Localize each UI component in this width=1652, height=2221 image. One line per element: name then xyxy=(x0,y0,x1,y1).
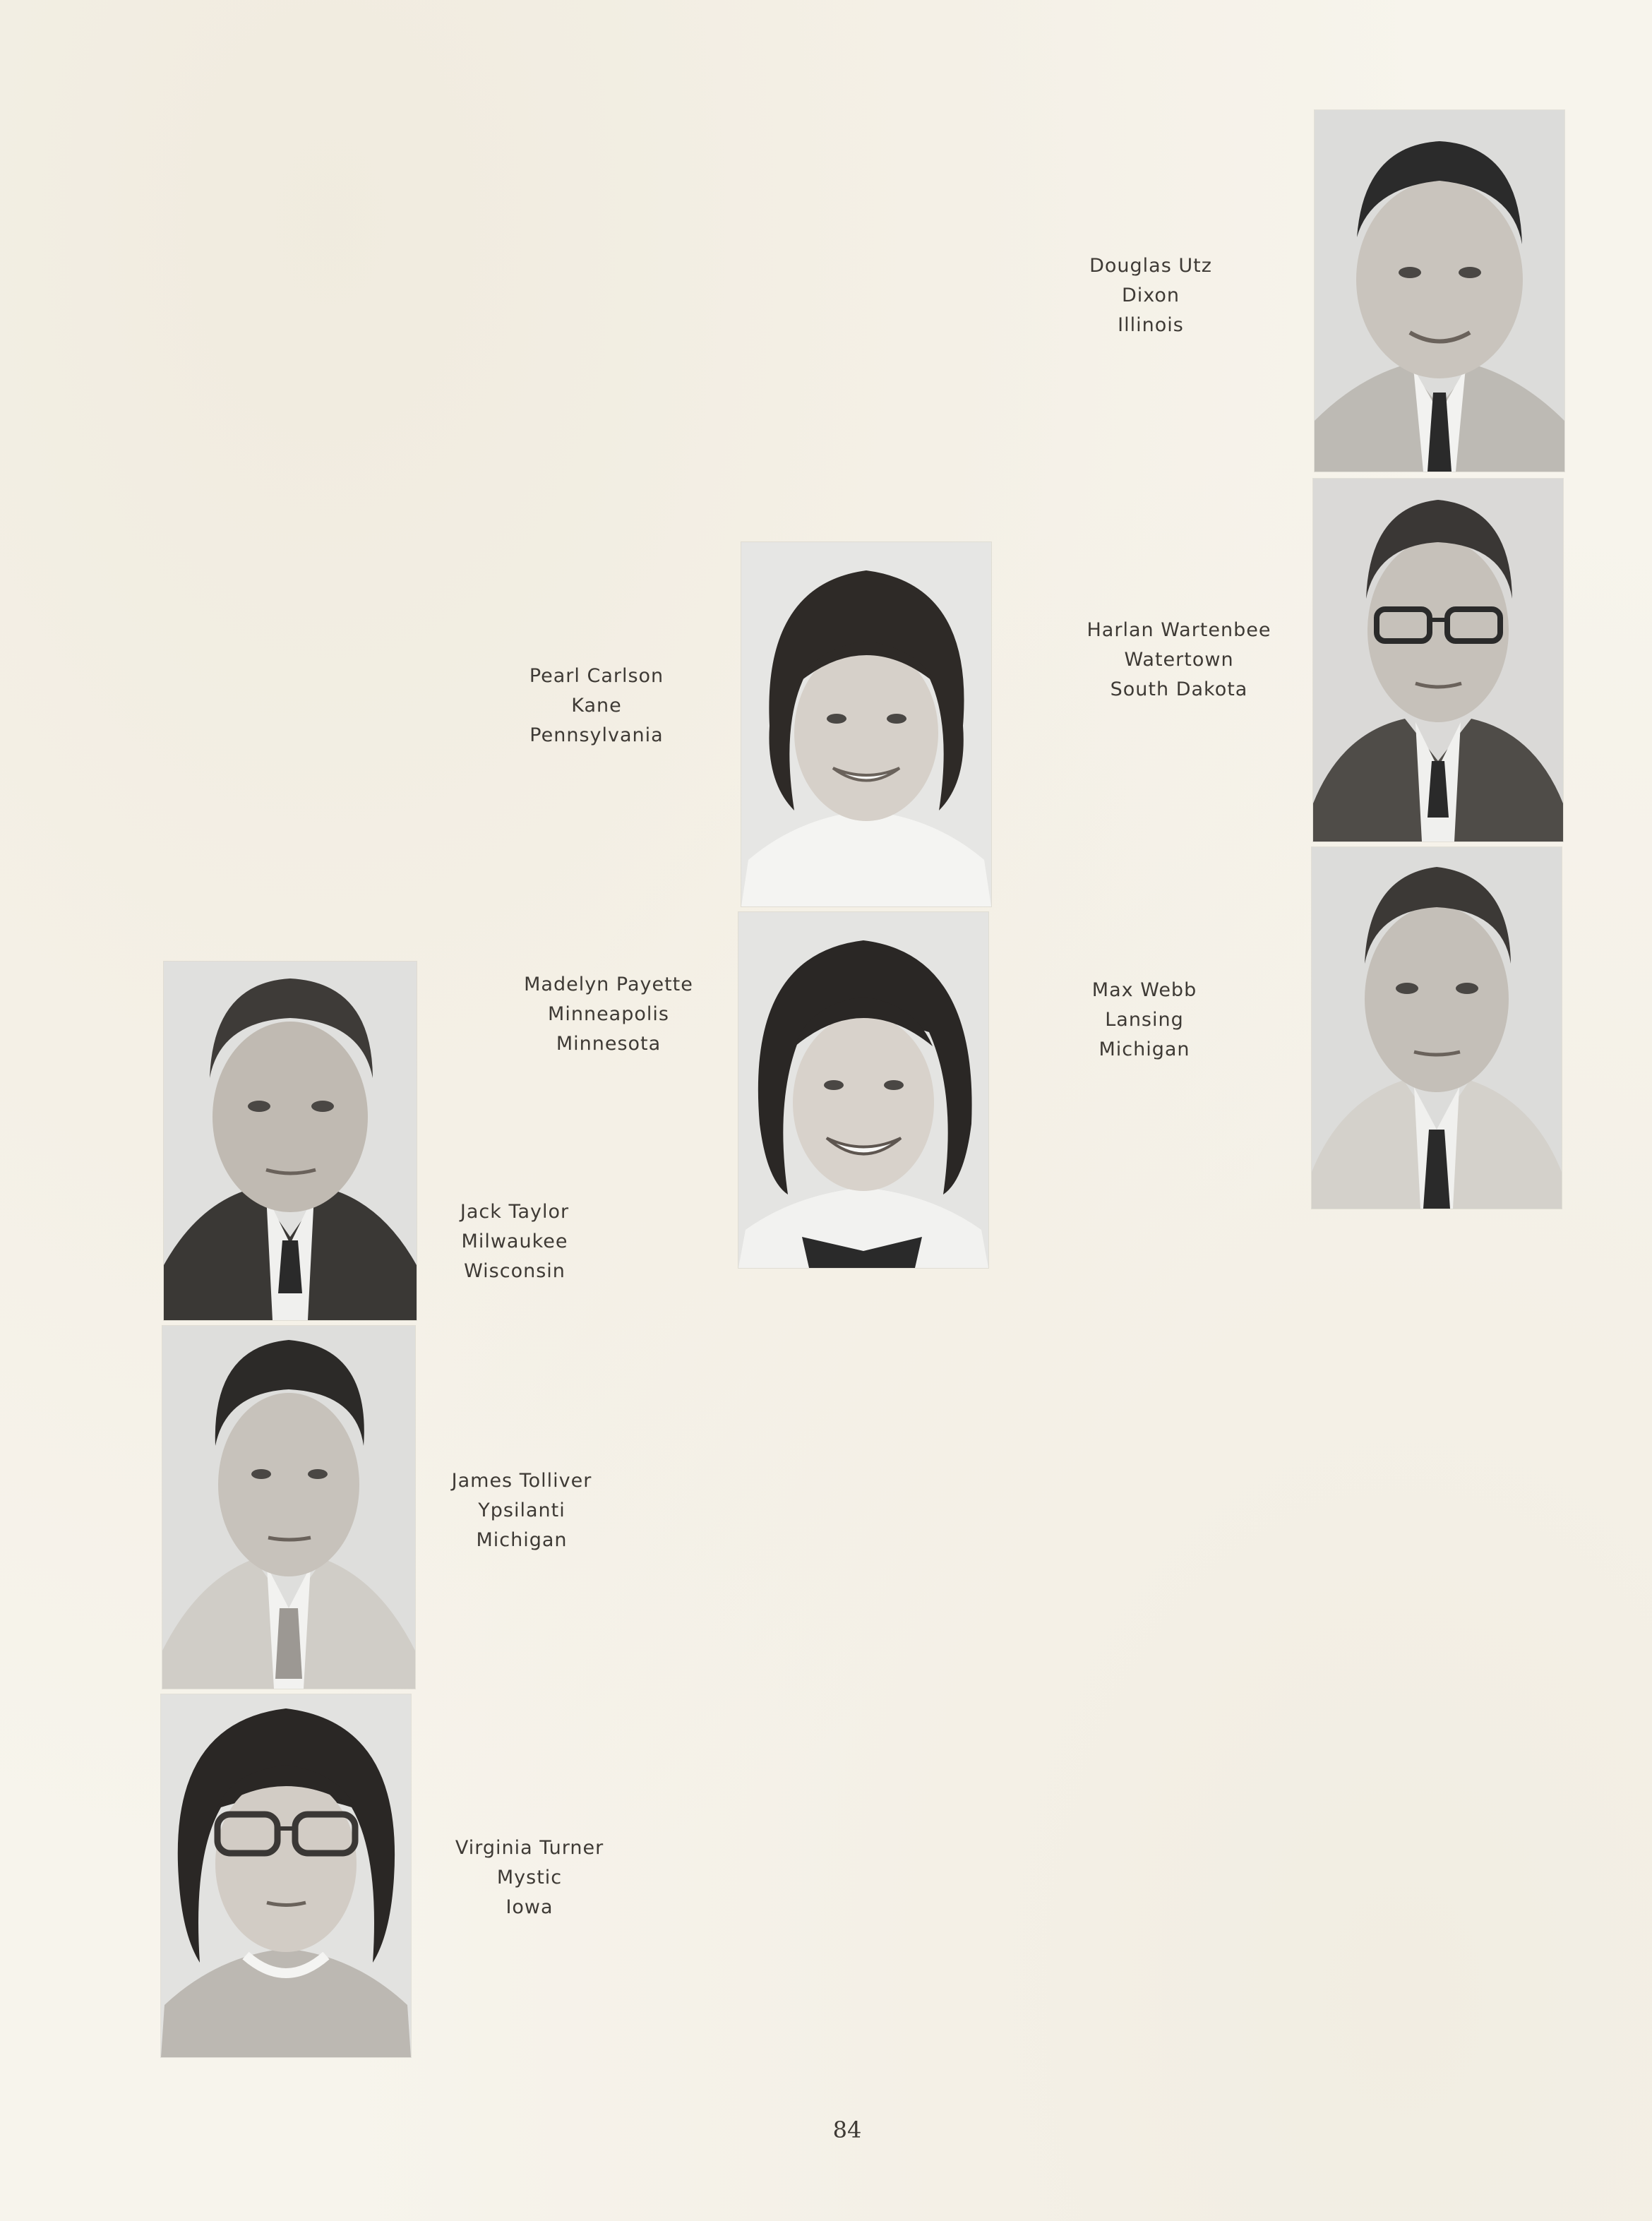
person-city: Lansing xyxy=(1105,1009,1184,1031)
caption-douglas-utz xyxy=(1080,251,1221,340)
person-name: Madelyn Payette xyxy=(524,974,693,995)
person-name: James Tolliver xyxy=(451,1470,592,1492)
portrait-madelyn-payette xyxy=(738,912,988,1268)
caption-pearl-carlson xyxy=(508,661,685,750)
person-state: Iowa xyxy=(505,1896,553,1918)
portrait-virginia-turner xyxy=(161,1694,411,2057)
person-state: Illinois xyxy=(1118,314,1184,336)
person-city: Mystic xyxy=(496,1867,563,1888)
page-number: 84 xyxy=(832,2117,862,2143)
person-state: Pennsylvania xyxy=(529,724,664,746)
portrait-max-webb xyxy=(1312,847,1562,1209)
person-state: Minnesota xyxy=(556,1033,662,1055)
person-city: Ypsilanti xyxy=(478,1499,565,1521)
person-name: Douglas Utz xyxy=(1089,255,1212,277)
caption-max-webb xyxy=(1070,976,1219,1065)
caption-madelyn-payette xyxy=(503,970,714,1059)
caption-jack-taylor xyxy=(441,1197,589,1286)
person-state: Wisconsin xyxy=(464,1260,565,1282)
person-city: Minneapolis xyxy=(548,1003,669,1025)
person-state: South Dakota xyxy=(1110,678,1248,700)
person-name: Virginia Turner xyxy=(455,1837,604,1859)
portrait-james-tolliver xyxy=(162,1326,415,1689)
person-state: Michigan xyxy=(1099,1038,1190,1060)
person-city: Dixon xyxy=(1121,285,1180,306)
portrait-jack-taylor xyxy=(164,962,417,1320)
person-city: Milwaukee xyxy=(461,1231,568,1252)
portrait-douglas-utz xyxy=(1315,110,1564,472)
person-name: Max Webb xyxy=(1091,979,1197,1001)
person-state: Michigan xyxy=(476,1529,568,1551)
portrait-pearl-carlson xyxy=(741,542,991,906)
person-city: Watertown xyxy=(1124,649,1234,671)
person-name: Pearl Carlson xyxy=(529,665,664,687)
caption-james-tolliver xyxy=(441,1466,603,1555)
portrait-harlan-wartenbee xyxy=(1313,479,1563,842)
person-name: Harlan Wartenbee xyxy=(1087,619,1271,641)
caption-harlan-wartenbee xyxy=(1073,616,1285,705)
person-city: Kane xyxy=(571,695,622,717)
caption-virginia-turner xyxy=(438,1833,621,1922)
person-name: Jack Taylor xyxy=(460,1201,570,1223)
